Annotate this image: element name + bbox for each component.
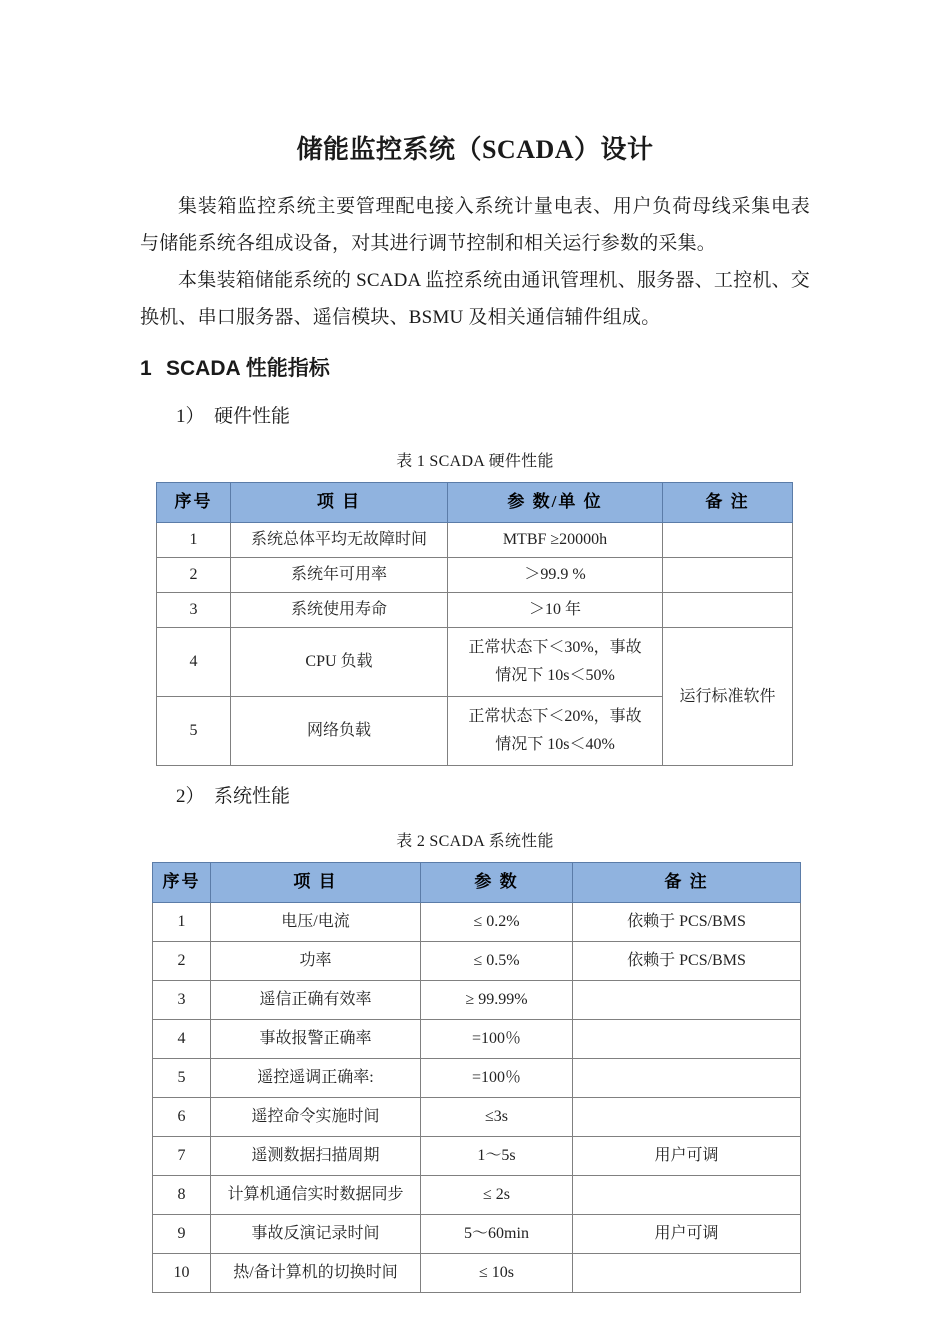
table-row [153,1098,801,1137]
cell-param: ≥ 99.99% [421,981,573,1020]
cell-item: 功率 [211,942,421,981]
column-header-remark: 备 注 [573,863,801,903]
subsection-item-hardware [140,402,810,432]
table-caption-hardware: 表 1 SCADA 硬件性能 [396,453,554,471]
intro-paragraph-1: 集装箱监控系统主要管理配电接入系统计量电表、用户负荷母线采集电表与储能系统各组成设备，对其进行调节控制和相关运行参数的采集。 [140,196,810,255]
column-header-param: 参 数/单 位 [448,483,663,523]
cell-item: 网络负载 [231,697,448,766]
table-row [153,942,801,981]
table-row [157,593,793,628]
table-system-performance [152,862,801,1293]
subsection-label: 系统性能 [214,786,291,808]
subsection-label: 硬件性能 [214,405,291,427]
cell-remark [573,1176,801,1215]
cell-item: 系统年可用率 [231,558,448,593]
table-hardware-performance [156,482,793,766]
cell-remark: 用户可调 [573,1137,801,1176]
table-row [153,903,801,942]
cell-no: 8 [153,1176,211,1215]
cell-param: =100％ [421,1059,573,1098]
column-header-no: 序号 [153,863,211,903]
cell-item: 遥测数据扫描周期 [211,1137,421,1176]
cell-param: ≤ 0.2% [421,903,573,942]
cell-item: 电压/电流 [211,903,421,942]
cell-param [448,697,663,766]
cell-remark [663,558,793,593]
cell-no: 10 [153,1254,211,1293]
cell-remark [573,981,801,1020]
intro-paragraph-2: 本集装箱储能系统的 SCADA 监控系统由通讯管理机、服务器、工控机、交换机、串口服务器、遥信模块、BSMU 及相关通信辅件组成。 [140,270,810,329]
table-header-row [157,483,793,523]
cell-param-line2: 情况下 10s＜40% [495,736,615,754]
cell-param: 5～60min [421,1215,573,1254]
cell-no: 5 [153,1059,211,1098]
section-number: 1 [140,357,152,381]
table-caption-system: 表 2 SCADA 系统性能 [396,833,554,851]
section-heading-1 [140,352,810,386]
column-header-item: 项 目 [211,863,421,903]
subsection-index: 1） [176,405,205,427]
cell-param: 1～5s [421,1137,573,1176]
cell-remark [663,593,793,628]
cell-param-line1: 正常状态下＜20%，事故 [468,708,642,726]
cell-no: 4 [153,1020,211,1059]
cell-param: ≤ 0.5% [421,942,573,981]
table-row [153,981,801,1020]
cell-param: MTBF ≥20000h [448,523,663,558]
cell-no: 7 [153,1137,211,1176]
cell-remark [573,1059,801,1098]
column-header-no: 序号 [157,483,231,523]
cell-remark: 依赖于 PCS/BMS [573,903,801,942]
column-header-param: 参 数 [421,863,573,903]
section-title: SCADA 性能指标 [166,357,330,381]
cell-item: 遥信正确有效率 [211,981,421,1020]
cell-param [448,628,663,697]
cell-param: ＞10 年 [448,593,663,628]
table-row [157,628,793,697]
table-row [153,1020,801,1059]
table-row [157,558,793,593]
table-row [153,1137,801,1176]
table-row [153,1254,801,1293]
cell-no: 2 [153,942,211,981]
cell-no: 6 [153,1098,211,1137]
cell-param: =100％ [421,1020,573,1059]
cell-item: 系统使用寿命 [231,593,448,628]
cell-no: 2 [157,558,231,593]
cell-no: 3 [153,981,211,1020]
cell-no: 3 [157,593,231,628]
cell-no: 4 [157,628,231,697]
cell-item: 事故报警正确率 [211,1020,421,1059]
cell-param: ≤3s [421,1098,573,1137]
cell-remark: 依赖于 PCS/BMS [573,942,801,981]
column-header-remark: 备 注 [663,483,793,523]
table-row [153,1059,801,1098]
cell-param: ≤ 2s [421,1176,573,1215]
cell-param: ＞99.9 % [448,558,663,593]
cell-remark [663,523,793,558]
table-row [157,523,793,558]
cell-item: 遥控遥调正确率: [211,1059,421,1098]
cell-param-line2: 情况下 10s＜50% [495,667,615,685]
page-content [140,0,810,1293]
column-header-item: 项 目 [231,483,448,523]
cell-no: 9 [153,1215,211,1254]
cell-item: 遥控命令实施时间 [211,1098,421,1137]
page-title: 储能监控系统（SCADA）设计 [296,135,654,164]
cell-remark: 运行标准软件 [663,628,793,766]
subsection-item-system [140,782,810,812]
cell-item: 热/备计算机的切换时间 [211,1254,421,1293]
cell-item: 计算机通信实时数据同步 [211,1176,421,1215]
table-header-row [153,863,801,903]
subsection-index: 2） [176,786,205,808]
cell-param-line1: 正常状态下＜30%，事故 [468,639,642,657]
cell-remark [573,1098,801,1137]
cell-item: 系统总体平均无故障时间 [231,523,448,558]
cell-remark: 用户可调 [573,1215,801,1254]
cell-no: 1 [157,523,231,558]
cell-item: CPU 负载 [231,628,448,697]
cell-param: ≤ 10s [421,1254,573,1293]
cell-no: 5 [157,697,231,766]
cell-no: 1 [153,903,211,942]
table-row [153,1176,801,1215]
cell-remark [573,1020,801,1059]
cell-remark [573,1254,801,1293]
cell-item: 事故反演记录时间 [211,1215,421,1254]
table-row [153,1215,801,1254]
